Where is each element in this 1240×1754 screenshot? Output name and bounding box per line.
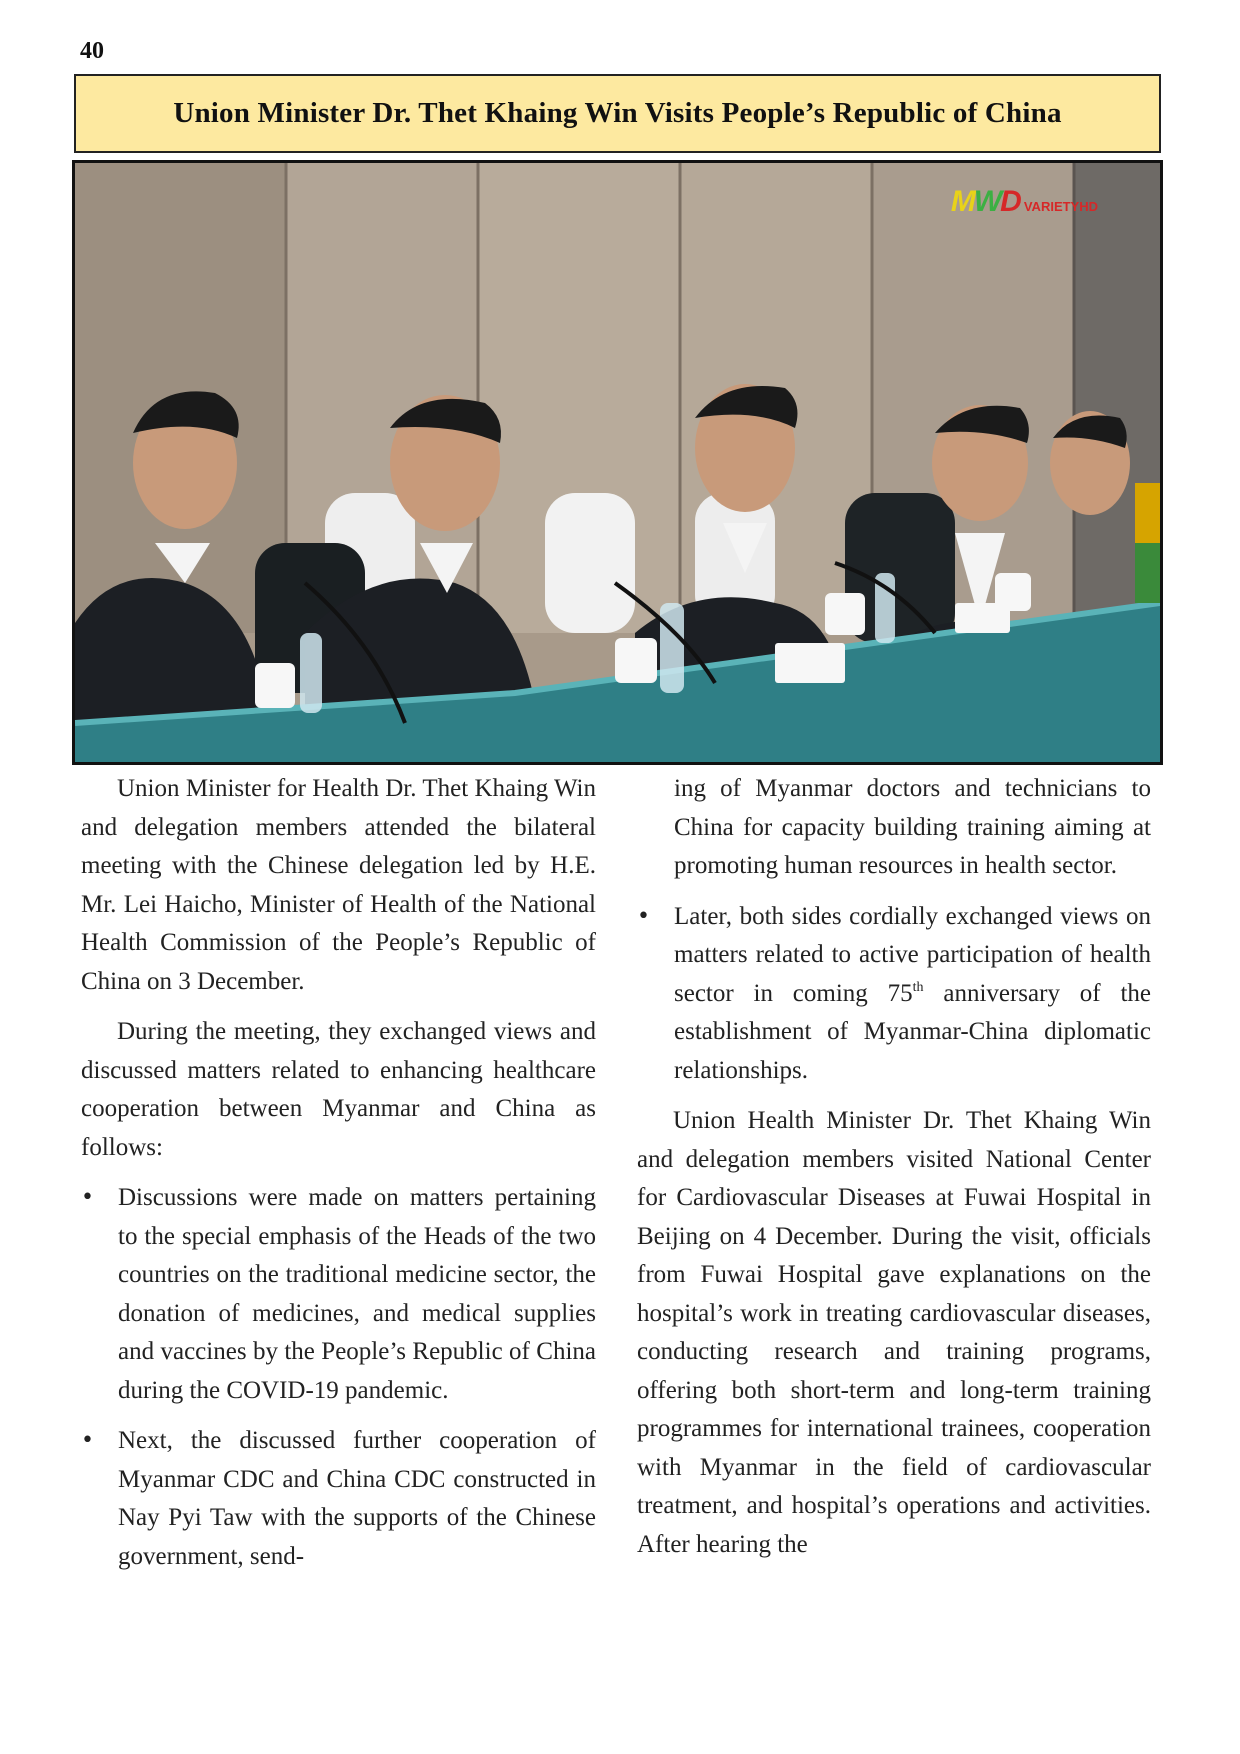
right-column xyxy=(637,770,1151,1576)
meeting-photo-illustration xyxy=(75,163,1160,762)
bullet-icon: • xyxy=(637,903,650,929)
bullet-text-start: Later, both sides cordially exchanged views on matters related to active participation of health sector in coming 75 xyxy=(674,902,1151,1007)
bullet-item-traditional-medicine xyxy=(81,1179,596,1410)
left-column xyxy=(81,770,596,1588)
bullet-icon: • xyxy=(81,1185,94,1210)
hospital-visit-paragraph: Union Health Minister Dr. Thet Khaing Win and delegation members visited National Center for Cardiovascular Diseases at Fuwai Hospital in Beijing on 4 December. During the visit, officials from Fuwai Hospital gave explanations on the hospital’s work in treating cardiovascular diseases, conducting research and training programs, offering both short-term and long-term training programmes for international trainees, cooperation with Myanmar in the field of cardiovascular treatment, and hospital’s operations and activities. After hearing the xyxy=(637,1107,1151,1558)
title-banner xyxy=(74,74,1161,153)
bullet-text: Discussions were made on matters pertaining to the special emphasis of the Heads of the two countries on the traditional medicine sector, the donation of medicines, and medical supplies and vaccines by the People’s Republic of China during the COVID-19 pandemic. xyxy=(118,1184,596,1404)
intro-paragraph: Union Minister for Health Dr. Thet Khaing Win and delegation members attended the bilateral meeting with the Chinese delegation led by H.E. Mr. Lei Haicho, Minister of Health of the National Health Commission of the People’s Republic of China on 3 December. xyxy=(81,775,596,995)
watermark-variety-text: VARIETYHD xyxy=(1023,199,1098,214)
bullet-item-anniversary xyxy=(637,898,1151,1091)
discussion-bullet-list xyxy=(81,1179,596,1576)
watermark-letter-m: M xyxy=(950,185,976,218)
bullet-text-end: anniversary of the establishment of Myanmar-China diplomatic relationships. xyxy=(674,979,1151,1084)
page-title: Union Minister Dr. Thet Khaing Win Visits People’s Republic of China xyxy=(173,97,1062,129)
watermark-letter-w: W xyxy=(973,185,1003,218)
broadcaster-watermark xyxy=(951,185,1098,219)
ordinal-suffix: th xyxy=(912,979,924,995)
meeting-paragraph: During the meeting, they exchanged views and discussed matters related to enhancing healthcare cooperation between Myanmar and China as follows: xyxy=(81,1018,596,1161)
page-number: 40 xyxy=(80,38,104,64)
bullet-text: Next, the discussed further cooperation of Myanmar CDC and China CDC constructed in Nay Pyi Taw with the supports of the Chinese government, send- xyxy=(118,1427,596,1570)
bullet-icon: • xyxy=(81,1428,94,1453)
continued-bullet-list xyxy=(637,898,1151,1091)
meeting-photo xyxy=(72,160,1163,765)
bullet-continuation-text: ing of Myanmar doctors and technicians to China for capacity building training aiming at promoting human resources in health sector. xyxy=(674,775,1151,879)
watermark-letter-d: D xyxy=(1000,185,1022,218)
bullet-item-cdc-cooperation xyxy=(81,1422,596,1576)
